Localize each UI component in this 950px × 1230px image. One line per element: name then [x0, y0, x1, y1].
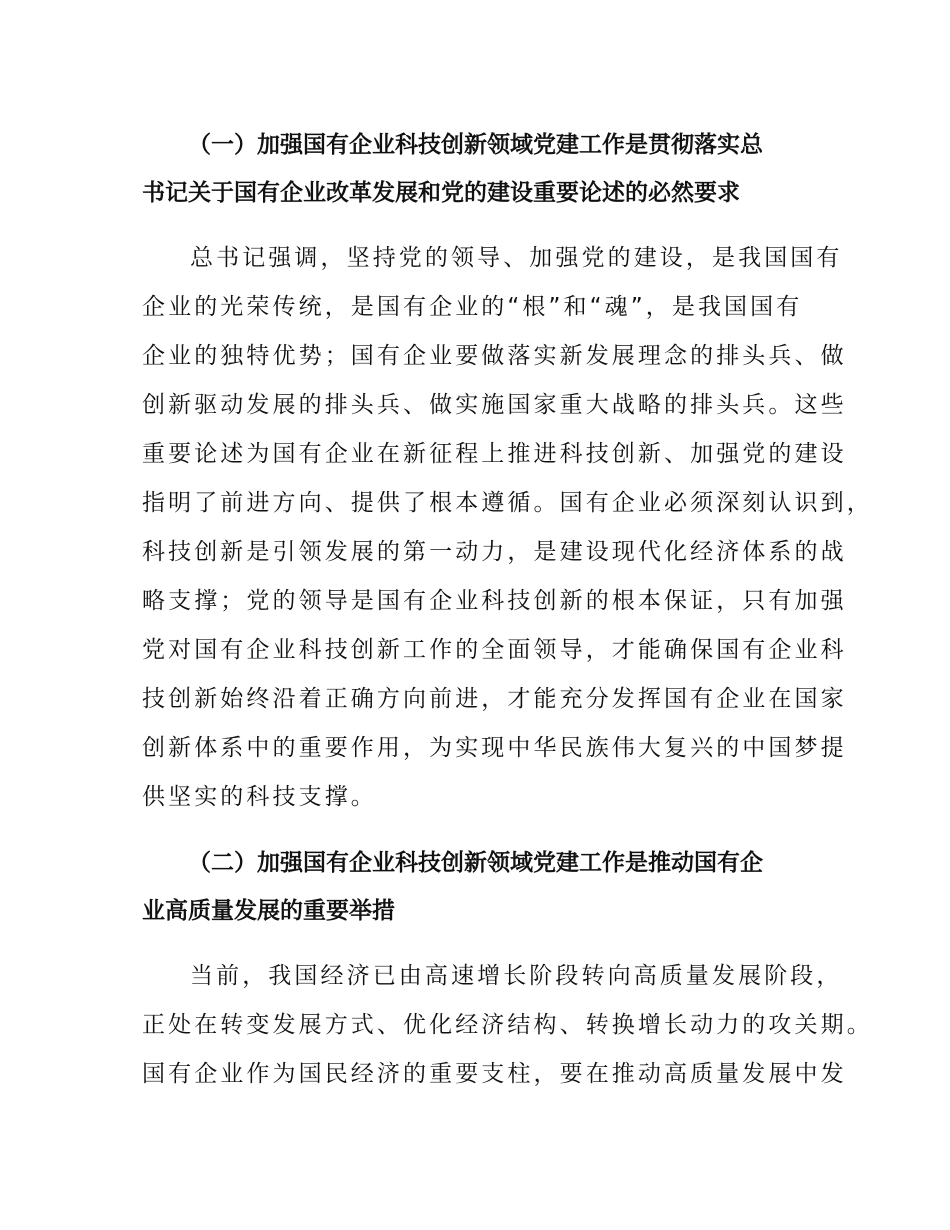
section-2-heading	[142, 839, 812, 935]
spacer	[142, 822, 812, 839]
paragraph-line: 创新体系中的重要作用，为实现中华民族伟大复兴的中国梦提	[142, 735, 847, 761]
paragraph-line: 总书记强调，坚持党的领导、加强党的建设，是我国国有	[190, 245, 843, 271]
paragraph-line: 供坚实的科技支撑。	[142, 784, 377, 810]
heading-line: （二）加强国有企业科技创新领域党建工作是推动国有企	[188, 850, 763, 876]
section-1-paragraph	[142, 234, 873, 822]
heading-line: 业高质量发展的重要举措	[142, 898, 395, 924]
heading-line: 书记关于国有企业改革发展和党的建设重要论述的必然要求	[142, 180, 740, 206]
heading-line: （一）加强国有企业科技创新领域党建工作是贯彻落实总	[188, 132, 763, 158]
section-1-heading	[142, 121, 812, 217]
paragraph-line: 国有企业作为国民经济的重要支柱，要在推动高质量发展中发	[142, 1061, 847, 1087]
paragraph-line: 当前，我国经济已由高速增长阶段转向高质量发展阶段，	[190, 963, 843, 989]
paragraph-line: 技创新始终沿着正确方向前进，才能充分发挥国有企业在国家	[142, 686, 847, 712]
paragraph-line: 略支撑；党的领导是国有企业科技创新的根本保证，只有加强	[142, 588, 847, 614]
spacer	[142, 935, 812, 952]
document-body	[142, 121, 873, 1099]
paragraph-line: 创新驱动发展的排头兵、做实施国家重大战略的排头兵。这些	[142, 392, 847, 418]
paragraph-line: 党对国有企业科技创新工作的全面领导，才能确保国有企业科	[142, 637, 847, 663]
paragraph-line: 重要论述为国有企业在新征程上推进科技创新、加强党的建设	[142, 441, 847, 467]
paragraph-line: 指明了前进方向、提供了根本遵循。国有企业必须深刻认识到，	[142, 490, 873, 516]
section-2-paragraph	[142, 952, 873, 1099]
spacer	[142, 217, 812, 234]
paragraph-line: 企业的独特优势；国有企业要做落实新发展理念的排头兵、做	[142, 343, 847, 369]
paragraph-line: 企业的光荣传统，是国有企业的“根”和“魂”，是我国国有	[142, 294, 803, 320]
paragraph-line: 正处在转变发展方式、优化经济结构、转换增长动力的攻关期。	[142, 1012, 873, 1038]
paragraph-line: 科技创新是引领发展的第一动力，是建设现代化经济体系的战	[142, 539, 847, 565]
